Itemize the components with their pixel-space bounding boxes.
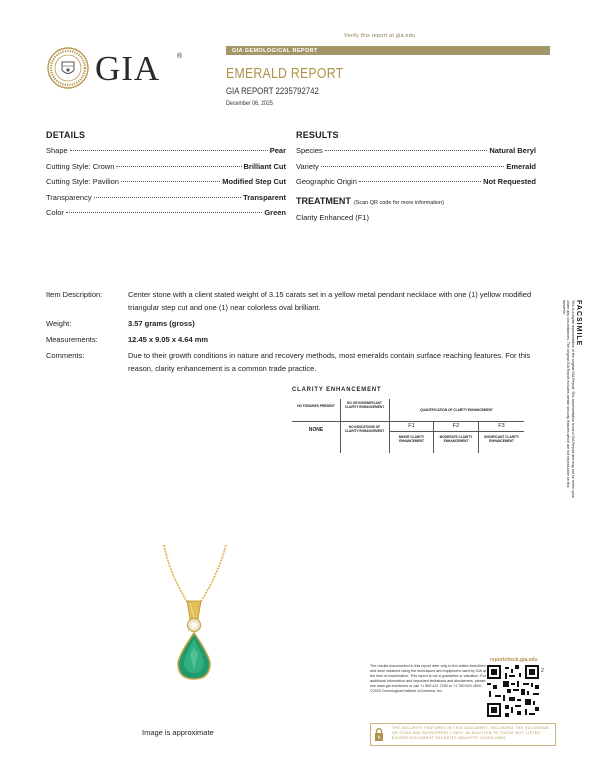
details-row-color	[46, 208, 286, 224]
item-row-measurements	[46, 333, 536, 346]
clarity-insignificant-value: NO INDICATIONS OF CLARITY ENHANCEMENT	[344, 425, 385, 433]
results-label: Geographic Origin	[296, 177, 357, 186]
gia-seal-icon	[47, 47, 89, 89]
registered-mark: ®	[177, 53, 183, 60]
clarity-col-none-header: NO FISSURES PRESENT	[297, 404, 335, 408]
clarity-grade-f3: F3	[498, 423, 505, 429]
facsimile-title: FACSIMILE	[575, 300, 582, 347]
results-value: Not Requested	[483, 177, 536, 186]
item-row-weight	[46, 317, 536, 330]
details-value: Pear	[269, 146, 286, 155]
results-value: Emerald	[506, 161, 536, 171]
details-value: Transparent	[243, 192, 286, 202]
details-row-shape	[46, 146, 286, 162]
results-row-species	[296, 146, 536, 162]
clarity-none-value: NONE	[308, 427, 324, 433]
qr-code-icon[interactable]	[487, 665, 539, 717]
security-notice-text: THE SECURITY FEATURES IN THIS DOCUMENT, INCLUDING THE HOLOGRAM, QR CODE AND MICROPRINT LINES, IN ADDITION TO THOSE NOT LISTED, EXCEED DOCUMENT SECURITY INDUSTRY GUIDELINES.	[392, 726, 551, 740]
details-label: Shape	[46, 146, 68, 155]
details-table	[46, 146, 286, 224]
clarity-quantification-header: QUANTIFICATION OF CLARITY ENHANCEMENT	[420, 408, 493, 412]
report-type-label: GIA GEMOLOGICAL REPORT	[232, 47, 318, 54]
reportcheck-link[interactable]: reportcheck.gia.edu	[490, 657, 538, 663]
gia-wordmark: GIA	[95, 49, 161, 88]
item-label: Measurements:	[46, 335, 98, 344]
results-table	[296, 146, 536, 193]
treatment-heading	[296, 196, 444, 206]
details-label: Cutting Style: Pavilion	[46, 177, 119, 186]
results-row-variety	[296, 162, 536, 178]
clarity-grade-f2: F2	[452, 423, 460, 429]
results-heading: RESULTS	[296, 130, 339, 140]
report-title: EMERALD REPORT	[226, 65, 344, 82]
details-value: Modified Step Cut	[222, 177, 286, 186]
details-label: Color	[46, 208, 64, 217]
clarity-table	[292, 399, 524, 453]
treatment-note: (Scan QR code for more information)	[353, 200, 445, 206]
pendant-image	[140, 545, 245, 695]
details-heading: DETAILS	[46, 130, 86, 140]
clarity-grade-f3-desc: SIGNIFICANT CLARITY ENHANCEMENT	[483, 435, 520, 443]
item-row-comments	[46, 349, 536, 375]
results-label: Species	[296, 146, 323, 155]
verify-url-text: Verify this report at gia.edu	[344, 33, 416, 39]
item-label: Comments:	[46, 351, 85, 360]
details-label: Transparency	[46, 192, 92, 202]
treatment-title: TREATMENT	[296, 196, 351, 206]
item-value: Due to their growth conditions in nature and recovery methods, most emeralds contain surface reaching features. For this reason, clarity enhancement is a common trade practice.	[128, 351, 531, 373]
report-date: December 06, 2025	[226, 100, 273, 107]
results-value: Natural Beryl	[489, 146, 536, 155]
treatment-value: Clarity Enhanced (F1)	[296, 213, 369, 222]
report-number: GIA REPORT 2235792742	[226, 86, 319, 97]
clarity-col-insignificant-header: NO OR INSIGNIFICANT CLARITY ENHANCEMENT	[344, 401, 385, 409]
item-value: 12.45 x 9.05 x 4.64 mm	[128, 335, 209, 344]
item-description-block	[46, 288, 536, 378]
qr-suffix: 2	[541, 668, 544, 674]
disclaimer-text: The results documented in this report refer only to the article described, and were obtained using the techniques and equipment used by GIA at the time of examination. This report is not a guarantee or valuation. For additional information and important limitations and disclaimers, please see www.gia.edu/terms or call +1 800 421 7250 or +1 760 603 4500. ©2023 Gemological Institute of America, Inc.	[370, 664, 487, 694]
clarity-grade-f1: F1	[408, 423, 415, 429]
clarity-grade-f1-desc: MINOR CLARITY ENHANCEMENT	[398, 435, 425, 443]
item-row-description	[46, 288, 536, 314]
clarity-title: CLARITY ENHANCEMENT	[292, 386, 382, 393]
details-label: Cutting Style: Crown	[46, 161, 115, 171]
item-value: 3.57 grams (gross)	[128, 319, 195, 328]
details-value: Green	[264, 208, 286, 217]
lock-icon	[374, 726, 384, 743]
details-row-pavilion	[46, 177, 286, 193]
item-label: Item Description:	[46, 290, 103, 299]
results-label: Variety	[296, 161, 319, 171]
details-value: Brilliant Cut	[243, 161, 286, 171]
item-label: Weight:	[46, 319, 72, 328]
facsimile-text: This is a digital representation of the original GIA Report. This representation is not a GIA Report and may not be relied upon under any circumstances. The original GIA Report includes certain security features which are not reproducible on this facsimile.	[561, 300, 575, 498]
clarity-grade-f2-desc: MODERATE CLARITY ENHANCEMENT	[439, 435, 473, 443]
facsimile-notice	[554, 300, 582, 498]
image-caption: Image is approximate	[142, 728, 214, 737]
results-row-origin	[296, 177, 536, 193]
item-value: Center stone with a client stated weight of 3.15 carats set in a yellow metal pendant necklace with one (1) yellow modified triangular step cut and one (1) near colorless oval brilliant.	[128, 290, 532, 312]
details-row-transparency	[46, 193, 286, 209]
details-row-crown	[46, 162, 286, 178]
gia-logo	[47, 47, 185, 89]
